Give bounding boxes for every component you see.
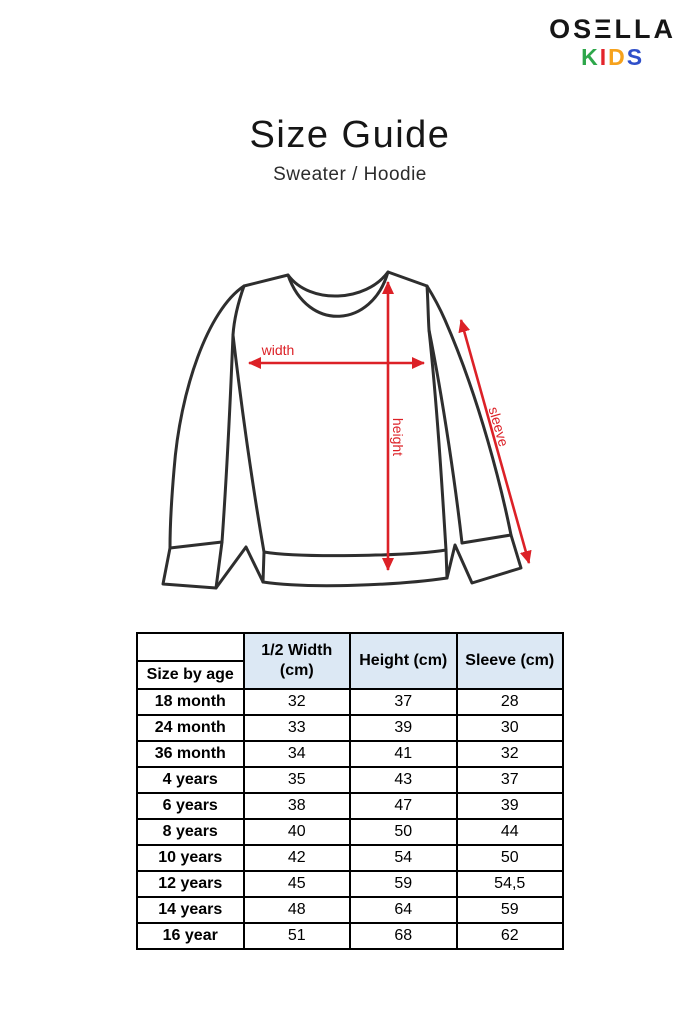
cell-age: 12 years [137,871,244,897]
cell-age: 8 years [137,819,244,845]
cell-height: 47 [350,793,457,819]
table-row [137,767,563,793]
cell-height: 68 [350,923,457,949]
table-row [137,819,563,845]
cell-sleeve: 30 [457,715,564,741]
cell-half-width: 42 [244,845,351,871]
cell-height: 43 [350,767,457,793]
cell-height: 54 [350,845,457,871]
cell-age: 14 years [137,897,244,923]
cell-sleeve: 59 [457,897,564,923]
width-label: width [261,342,295,358]
size-table [136,632,564,950]
table-row [137,897,563,923]
cell-sleeve: 39 [457,793,564,819]
size-table-body [137,689,563,949]
table-row [137,689,563,715]
size-table-head [137,633,563,689]
col-header-half-width: 1/2 Width (cm) [244,633,351,689]
page-title: Size Guide [249,114,451,156]
col-header-height: Height (cm) [350,633,457,689]
cell-sleeve: 37 [457,767,564,793]
cell-height: 37 [350,689,457,715]
cell-half-width: 35 [244,767,351,793]
cell-half-width: 32 [244,689,351,715]
cell-height: 50 [350,819,457,845]
cell-half-width: 51 [244,923,351,949]
cell-height: 41 [350,741,457,767]
sweater-outline [163,272,521,588]
corner-empty-cell [138,634,243,662]
cell-half-width: 45 [244,871,351,897]
brand-logo [549,16,676,69]
height-label: height [390,417,406,457]
cell-half-width: 40 [244,819,351,845]
cell-age: 6 years [137,793,244,819]
cell-half-width: 48 [244,897,351,923]
cell-height: 59 [350,871,457,897]
brand-kids-letter: I [599,44,609,70]
table-row [137,923,563,949]
table-row [137,871,563,897]
table-row [137,741,563,767]
sweater-diagram [150,240,570,610]
hem-right-side [446,550,447,578]
cell-age: 24 month [137,715,244,741]
cell-sleeve: 62 [457,923,564,949]
cell-half-width: 38 [244,793,351,819]
cell-sleeve: 44 [457,819,564,845]
brand-kids-letter: K [581,44,600,70]
cell-half-width: 34 [244,741,351,767]
brand-kids-letter: D [608,44,627,70]
brand-kids [549,46,676,69]
cell-sleeve: 32 [457,741,564,767]
brand-name: OSΞLLA [549,14,676,44]
cell-age: 10 years [137,845,244,871]
cell-sleeve: 54,5 [457,871,564,897]
hem-left-side [263,552,264,582]
sleeve-label: sleeve [485,404,513,449]
cell-age: 36 month [137,741,244,767]
header-row [137,633,563,689]
brand-kids-letter: S [626,44,645,70]
page-subtitle: Sweater / Hoodie [273,164,427,185]
cell-height: 64 [350,897,457,923]
table-row [137,845,563,871]
cell-age: 16 year [137,923,244,949]
col-header-sleeve: Sleeve (cm) [457,633,564,689]
cell-half-width: 33 [244,715,351,741]
cell-age: 4 years [137,767,244,793]
cell-height: 39 [350,715,457,741]
col-header-size-by-age [137,633,244,689]
table-row [137,793,563,819]
cell-sleeve: 28 [457,689,564,715]
table-row [137,715,563,741]
corner-label: Size by age [146,666,234,683]
right-shoulder-seam [427,286,429,330]
cell-age: 18 month [137,689,244,715]
cell-sleeve: 50 [457,845,564,871]
